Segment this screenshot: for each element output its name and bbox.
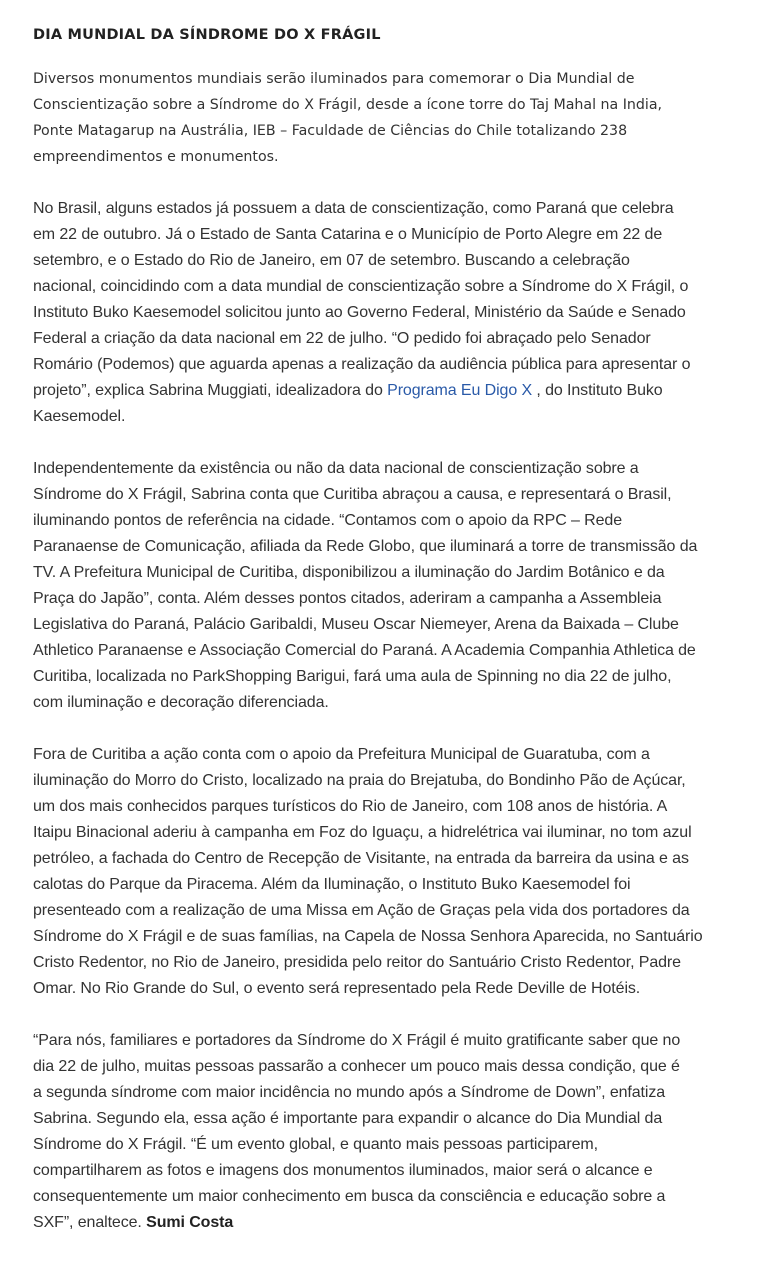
text-line [33, 326, 753, 352]
text-segment: compartilharem as fotos e imagens dos monumentos iluminados, maior será o alcance e [33, 1162, 653, 1179]
text-segment: Instituto Buko Kaesemodel solicitou junto ao Governo Federal, Ministério da Saúde e Senado [33, 304, 686, 321]
text-segment: Síndrome do X Frágil, Sabrina conta que Curitiba abraçou a causa, e representará o Brasil, [33, 486, 672, 503]
text-segment: Fora de Curitiba a ação conta com o apoio da Prefeitura Municipal de Guaratuba, com a [33, 746, 650, 763]
text-segment: iluminação do Morro do Cristo, localizado na praia do Brejatuba, do Bondinho Pão de Açúcar, [33, 772, 686, 789]
text-line [33, 456, 753, 482]
text-line [33, 950, 753, 976]
text-segment: com iluminação e decoração diferenciada. [33, 694, 329, 711]
article-title: DIA MUNDIAL DA SÍNDROME DO X FRÁGIL [33, 27, 381, 43]
text-segment: Síndrome do X Frágil. “É um evento global, e quanto mais pessoas participarem, [33, 1136, 598, 1153]
article-body [33, 66, 753, 1236]
text-segment: Praça do Japão”, conta. Além desses pontos citados, aderiram a campanha a Assembleia [33, 590, 662, 607]
text-line [33, 66, 753, 92]
text-segment: calotas do Parque da Piracema. Além da Iluminação, o Instituto Buko Kaesemodel foi [33, 876, 631, 893]
text-line [33, 1028, 753, 1054]
text-line [33, 404, 753, 430]
text-segment: Paranaense de Comunicação, afiliada da Rede Globo, que iluminará a torre de transmissão da [33, 538, 698, 555]
text-line [33, 274, 753, 300]
text-line [33, 378, 753, 404]
text-line [33, 924, 753, 950]
text-line [33, 586, 753, 612]
text-line [33, 508, 753, 534]
text-line [33, 482, 753, 508]
text-line [33, 976, 753, 1002]
text-line [33, 1184, 753, 1210]
text-line [33, 846, 753, 872]
author-name: Sumi Costa [146, 1214, 234, 1231]
programa-eu-digo-x-link[interactable]: Programa Eu Digo X [387, 382, 533, 399]
paragraph [33, 456, 753, 716]
text-line [33, 1158, 753, 1184]
text-segment: Curitiba, localizada no ParkShopping Barigui, fará uma aula de Spinning no dia 22 de julho, [33, 668, 672, 685]
text-line [33, 664, 753, 690]
text-segment: Cristo Redentor, no Rio de Janeiro, presidida pelo reitor do Santuário Cristo Redentor, Padre [33, 954, 681, 971]
text-segment: Itaipu Binacional aderiu à campanha em Foz do Iguaçu, a hidrelétrica vai iluminar, no tom azul [33, 824, 692, 841]
text-line [33, 872, 753, 898]
text-line [33, 690, 753, 716]
text-segment: SXF”, enaltece. [33, 1214, 147, 1231]
text-segment: consequentemente um maior conhecimento em busca da consciência e educação sobre a [33, 1188, 666, 1205]
text-segment: empreendimentos e monumentos. [33, 149, 279, 165]
text-line [33, 560, 753, 586]
text-segment: Legislativa do Paraná, Palácio Garibaldi, Museu Oscar Niemeyer, Arena da Baixada – Clube [33, 616, 679, 633]
text-line [33, 820, 753, 846]
text-line [33, 300, 753, 326]
text-segment: presenteado com a realização de uma Missa em Ação de Graças pela vida dos portadores da [33, 902, 690, 919]
text-line [33, 1132, 753, 1158]
text-segment: petróleo, a fachada do Centro de Recepção de Visitante, na entrada da barreira da usina e as [33, 850, 689, 867]
text-segment: Omar. No Rio Grande do Sul, o evento será representado pela Rede Deville de Hotéis. [33, 980, 641, 997]
text-line [33, 1210, 753, 1236]
text-segment: TV. A Prefeitura Municipal de Curitiba, disponibilizou a iluminação do Jardim Botânico e da [33, 564, 665, 581]
text-segment: Romário (Podemos) que aguarda apenas a realização da audiência pública para apresentar o [33, 356, 691, 373]
text-line [33, 898, 753, 924]
text-segment: Kaesemodel. [33, 408, 126, 425]
text-line [33, 248, 753, 274]
text-segment: Federal a criação da data nacional em 22 de julho. “O pedido foi abraçado pelo Senador [33, 330, 651, 347]
text-segment: projeto”, explica Sabrina Muggiati, idealizadora do [33, 382, 388, 399]
text-segment: Conscientização sobre a Síndrome do X Frágil, desde a ícone torre do Taj Mahal na India, [33, 97, 663, 113]
paragraph [33, 742, 753, 1002]
paragraph [33, 196, 753, 430]
text-line [33, 534, 753, 560]
text-segment: iluminando pontos de referência na cidade. “Contamos com o apoio da RPC – Rede [33, 512, 622, 529]
text-segment: Sabrina. Segundo ela, essa ação é importante para expandir o alcance do Dia Mundial da [33, 1110, 663, 1127]
text-line [33, 768, 753, 794]
text-line [33, 118, 753, 144]
text-line [33, 352, 753, 378]
text-segment: em 22 de outubro. Já o Estado de Santa Catarina e o Município de Porto Alegre em 22 de [33, 226, 663, 243]
text-segment: No Brasil, alguns estados já possuem a data de conscientização, como Paraná que celebra [33, 200, 674, 217]
text-segment: nacional, coincidindo com a data mundial de conscientização sobre a Síndrome do X Frágil, o [33, 278, 689, 295]
text-segment: Síndrome do X Frágil e de suas famílias, na Capela de Nossa Senhora Aparecida, no Santuário [33, 928, 703, 945]
text-line [33, 638, 753, 664]
text-segment: dia 22 de julho, muitas pessoas passarão a conhecer um pouco mais dessa condição, que é [33, 1058, 680, 1075]
text-segment: Ponte Matagarup na Austrália, IEB – Faculdade de Ciências do Chile totalizando 238 [33, 123, 628, 139]
text-segment: Diversos monumentos mundiais serão iluminados para comemorar o Dia Mundial de [33, 71, 635, 87]
paragraph [33, 1028, 753, 1236]
text-line [33, 794, 753, 820]
text-segment: Athletico Paranaense e Associação Comercial do Paraná. A Academia Companhia Athletica de [33, 642, 696, 659]
text-line [33, 612, 753, 638]
text-line [33, 222, 753, 248]
text-line [33, 92, 753, 118]
text-segment: , do Instituto Buko [532, 382, 663, 399]
text-line [33, 144, 753, 170]
text-line [33, 742, 753, 768]
article [33, 24, 753, 1262]
text-segment: a segunda síndrome com maior incidência no mundo após a Síndrome de Down”, enfatiza [33, 1084, 666, 1101]
paragraph [33, 66, 753, 170]
text-segment: “Para nós, familiares e portadores da Síndrome do X Frágil é muito gratificante saber que no [33, 1032, 681, 1049]
text-segment: setembro, e o Estado do Rio de Janeiro, em 07 de setembro. Buscando a celebração [33, 252, 630, 269]
text-line [33, 1054, 753, 1080]
text-line [33, 1106, 753, 1132]
text-segment: um dos mais conhecidos parques turísticos do Rio de Janeiro, com 108 anos de história. A [33, 798, 668, 815]
text-line [33, 1080, 753, 1106]
text-segment: Independentemente da existência ou não da data nacional de conscientização sobre a [33, 460, 639, 477]
text-line [33, 196, 753, 222]
